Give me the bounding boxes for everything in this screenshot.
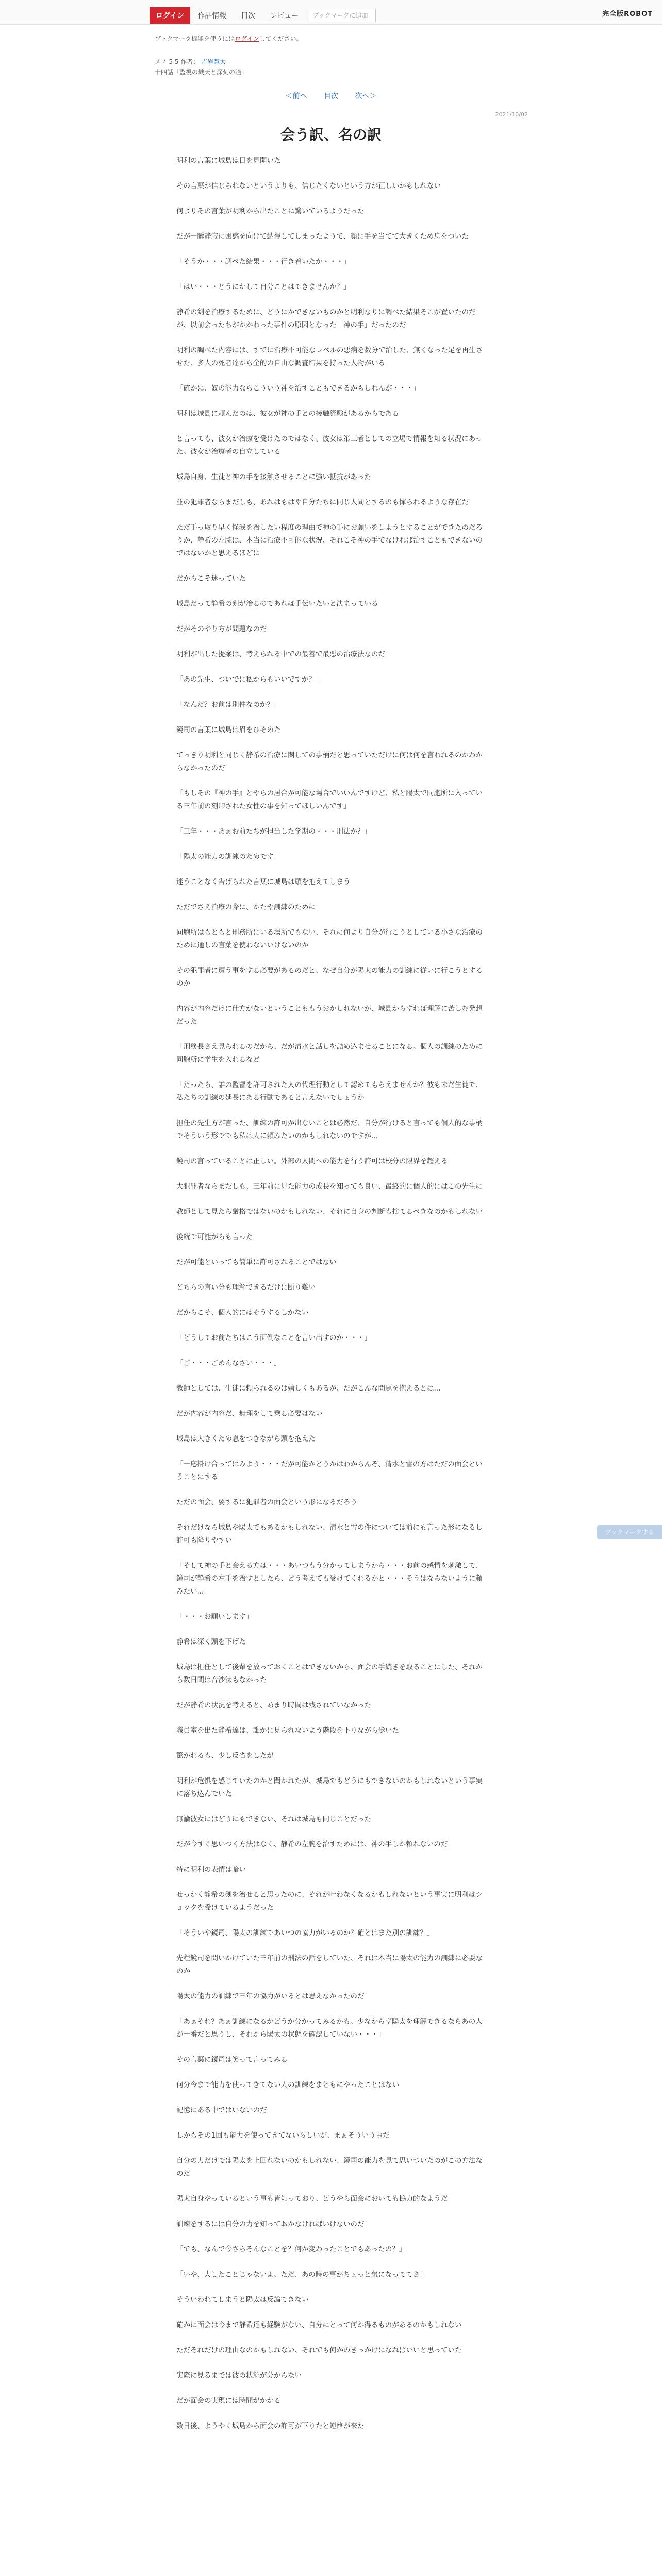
novel-paragraph: 城島だって静希の剣が治るのであれば手伝いたいと決まっている [176,600,378,608]
novel-paragraph: 「そういや鏡司、陽太の訓練であいつの協力がいるのか？確とはまた別の訓練？」 [176,1929,434,1937]
novel-paragraph: 城島自身、生徒と神の手を接触させることに強い抵抗があった [176,473,371,481]
novel-paragraph: と言っても、彼女が治療を受けたのではなく、彼女は第三者としての立場で情報を知る状況にあった。彼女が治療者の自立している [176,435,483,456]
novel-body [176,155,484,2445]
novel-paragraph: 特に明利の表情は暗い [176,1866,246,1874]
novel-paragraph: 明利は城島に頼んだのは、彼女が神の手との接触経験があるからである [176,410,399,418]
novel-paragraph: 「ご・・・ごめんなさい・・・」 [176,1359,281,1367]
novel-paragraph: だが今すぐ思いつく方法はなく、静希の左腕を治すためには、神の手しか頼れないのだ [176,1840,448,1849]
novel-paragraph: 記憶にある中ではいないのだ [176,2106,267,2114]
novel-paragraph: 「そうか・・・調べた結果・・・行き着いたか・・・」 [176,258,351,266]
novel-paragraph: 確かに面会は今まで静希達も経験がない、自分にとって何か得るものがあるのかもしれない [176,2321,462,2329]
novel-paragraph: ただでさえ治療の際に、かたや訓練のために [176,903,316,911]
novel-paragraph: 教師としては、生徒に頼られるのは嬉しくもあるが、だがこんな問題を抱えるとは... [176,1384,441,1393]
novel-paragraph: 同胞所はもともと刑務所にいる場所でもない、それに何より自分が行こうとしている小さな治療のために通しの言葉を使わないいけないのか [176,928,483,950]
novel-paragraph: 明利の言葉に城島は目を見開いた [176,157,281,165]
novel-paragraph: 「いや、大したことじゃないよ。ただ、あの時の事がちょっと気になっててさ」 [176,2270,427,2279]
novel-paragraph: 「あぁそれ？あぁ訓練になるかどうか分かってみるかも。少なからず陽太を理解できるならあの人が一番だと思うし、それから陽太の状態を確認していない・・・」 [176,2018,483,2039]
novel-paragraph: 「はい・・・どうにかして自分ことはできませんか？」 [176,283,351,291]
next-link[interactable]: 次へ＞ [355,92,377,100]
novel-paragraph: 「陽太の能力の訓練のためです」 [176,853,281,861]
novel-paragraph: 「もしその『神の手』とやらの居合が可能な場合でいいんですけど、私と陽太で同胞所に入っている三年前の刻印された女性の事を知ってほしいんです」 [176,789,483,810]
novel-paragraph: 数日後、ようやく城島から面会の許可が下りたと連絡が来た [176,2422,365,2430]
novel-paragraph: 明利の調べた内容には、すでに治療不可能なレベルの悪病を数分で治した、無くなった足を再生させた、多人の死者達から全的の自由な調査結果を持った人物がいる [176,346,483,367]
novel-paragraph: 陽太自身やっているという事も皆知っており、どうやら面会においても協力的なようだ [176,2195,448,2203]
novel-paragraph: 「・・・お願いします」 [176,1613,253,1621]
novel-paragraph: 「あの先生、ついでに私からもいいですか？」 [176,675,323,684]
bookmark-add-box[interactable]: ブックマークに追加 [309,9,376,22]
novel-paragraph: 職員室を出た静希達は、誰かに見られないよう階段を下りながら歩いた [176,1726,399,1735]
novel-paragraph: 先程鏡司を問いかけていた三年前の刑法の話をしていた、それは本当に陽太の能力の訓練に必要なのか [176,1954,483,1975]
novel-paragraph: 担任の先生方が言った、訓練の許可が出ないことは必然だ、自分が行けると言っても個人的な事柄でそういう形ででも私は人に頼みたいのかもしれないのですが... [176,1119,483,1140]
series-label[interactable]: メノ 5 5 [155,58,179,65]
nav-item-review[interactable]: レビュー [270,12,299,20]
site-logo[interactable]: 完全版ROBOT [602,10,653,18]
novel-paragraph: 明利が危惧を感じていたのかと聞かれたが、城島でもどうにもできないのかもしれないという事実に落ち込んでいた [176,1777,483,1798]
novel-paragraph: 「そして神の手と会える方は・・・あいつもう分かってしまうから・・・お前の感情を刺激して、鏡司が静希の左手を治すとしたら、どう考えても受けてくれるかと・・・そうはならないように頼みたい...」 [176,1562,483,1596]
login-notice [155,34,303,43]
novel-paragraph: だが内容が内容だ、無理をして乗る必要はない [176,1410,323,1418]
novel-paragraph: 「刑務長さえ見られるのだから、だが清水と話しを詰め込ませることになる。個人の訓練のために同胞所に学生を入れるなど [176,1043,483,1064]
novel-paragraph: 「なんだ？お前は別件なのか？」 [176,701,281,709]
novel-paragraph: 並の犯罪者ならまだしも、あれはもはや自分たちに同じ人間とするのも憚られるような存在だ [176,498,469,506]
novel-paragraph: 「一応掛け合ってはみよう・・・だが可能かどうかはわからんぞ、清水と雪の方はただの面会ということにする [176,1460,483,1481]
novel-paragraph: 静希は深く頭を下げた [176,1638,246,1646]
novel-paragraph: 鏡司の言っていることは正しい。外部の人間への能力を行う許可は校分の限界を超える [176,1157,448,1165]
bookmark-button[interactable]: ブックマークする [597,1525,662,1539]
top-nav [150,7,376,24]
nav-item-info[interactable]: 作品情報 [197,12,227,20]
chapter-title: 会う訳、名の訳 [280,126,382,143]
novel-paragraph: 自分の力だけでは陽太を上回れないのかもしれない、鏡司の能力を見て思いついたのがこの方法なのだ [176,2157,483,2178]
novel-paragraph: そういわれてしまうと陽太は反論できない [176,2296,309,2304]
novel-paragraph: 「でも、なんで今さらそんなことを？何か変わったことでもあったの？」 [176,2245,406,2253]
novel-paragraph: だが静希の状況を考えると、あまり時間は残されていなかった [176,1701,371,1709]
novel-paragraph: 驚かれるも、少し反省をしたが [176,1752,274,1760]
notice-prefix: ブックマーク機能を使うには [155,35,235,42]
author-label: 作者： [180,58,200,65]
toc-link[interactable]: 目次 [324,92,338,100]
novel-paragraph: 無論彼女にはどうにもできない、それは城島も同じことだった [176,1815,371,1823]
author-link[interactable]: 吉岩慧太 [201,58,226,65]
novel-paragraph: せっかく静希の剣を治せると思ったのに、それが叶わなくなるかもしれないという事実に明利はショックを受けているようだった [176,1891,483,1912]
novel-paragraph: 「三年・・・あぁお前たちが担当した学期の・・・刑法か？」 [176,827,371,836]
post-date: 2021/10/02 [495,111,528,118]
novel-paragraph: 静希の剣を治療するために、どうにかできないものかと明利なりに調べた結果そこが置いたのだが、以前会ったちがかかわった事件の原因となった「神の手」だったのだ [176,308,476,329]
novel-paragraph: 後続で可能がらも言った [176,1233,253,1241]
novel-paragraph: その犯罪者に遭う事をする必要があるのだと、なぜ自分が陽太の能力の訓練に従いに行こうとするのか [176,967,483,988]
prev-link[interactable]: ＜前へ [285,92,307,100]
novel-paragraph: ただ手っ取り早く怪我を治したい程度の理由で神の手にお願いをしようとすることができたのだろうか、静希の左腕は、本当に治療不可能な状況、それこそ神の手でなければ治すこともできないのではないかと思えるほどに [176,523,483,557]
novel-paragraph: 「どうしてお前たちはこう面倒なことを言い出すのか・・・」 [176,1334,371,1342]
novel-paragraph: 迷うことなく告げられた言葉に城島は頭を抱えてしまう [176,878,351,886]
novel-paragraph: 城島は担任として後輩を放っておくことはできないから、面会の手続きを取ることにした、それから数日間は音沙汰もなかった [176,1663,483,1684]
top-bar [0,0,662,25]
novel-paragraph: その言葉に鏡司は笑って言ってみる [176,2056,288,2064]
novel-paragraph: ただそれだけの理由なのかもしれない、それでも何かのきっかけになればいいと思っていた [176,2346,462,2354]
chapter-pager [0,91,662,101]
novel-paragraph: それだけなら城島や陽太でもあるかもしれない、清水と雪の件については前にも言った形になるし許可も降りやすい [176,1523,483,1545]
login-button[interactable]: ログイン [150,7,190,24]
novel-paragraph: だからこそ、個人的にはそうするしかない [176,1309,309,1317]
novel-paragraph: 訓練をするには自分の力を知っておかなければいけないのだ [176,2220,365,2228]
novel-paragraph: 内容が内容だけに仕方がないということももうおかしれないが、城島からすれば理解に苦しむ発想だった [176,1005,483,1026]
novel-paragraph: 明利が出した提案は、考えられる中での最善で最悪の治療法なのだ [176,650,385,658]
novel-paragraph: 何よりその言葉が明利から出たことに驚いているようだった [176,207,365,215]
novel-paragraph: だが可能といっても簡単に許可されることではない [176,1258,337,1266]
chapter-label: 十四話「監視の熾天と深刻の瞳」 [155,69,248,76]
notice-login-link[interactable]: ログイン [235,35,259,42]
novel-paragraph: 鏡司の言葉に城島は眉をひそめた [176,726,281,734]
novel-paragraph: だがそのやり方が問題なのだ [176,625,267,633]
novel-paragraph: 何分今まで能力を使ってきてない人の訓練をまともにやったことはない [176,2081,399,2089]
novel-paragraph: 陽太の能力の訓練で三年の協力がいるとは思えなかったのだ [176,1992,365,2001]
novel-paragraph: 「だったら、誰の監督を許可された人の代理行動として認めてもらえませんか？彼も未だ生徒で、私たちの訓練の延長にある行動であると言えないでしょうか [176,1081,483,1102]
novel-paragraph: 実際に見るまでは彼の状態が分からない [176,2371,302,2380]
novel-paragraph: だが一瞬静寂に困惑を向けて納得してしまったようで、顔に手を当てて大きくため息をついた [176,232,469,241]
nav-item-toc[interactable]: 目次 [241,12,256,20]
novel-paragraph: その言葉が信じられないというよりも、信じたくないという方が正しいかもしれない [176,182,441,190]
notice-suffix: してください。 [259,35,303,42]
novel-paragraph: ただの面会、要するに犯罪者の面会という形になるだろう [176,1498,357,1506]
novel-meta [155,57,247,77]
novel-paragraph: だが面会の実現には時間がかかる [176,2397,281,2405]
novel-paragraph: だからこそ迷っていた [176,574,246,583]
novel-paragraph: しかもその1回も能力を使ってきてないらしいが、まぁそういう事だ [176,2131,390,2140]
novel-paragraph: 「確かに、奴の能力ならこういう神を治すこともできるかもしれんが・・・」 [176,384,420,393]
novel-paragraph: 大犯罪者ならまだしも、三年前に見た能力の成長を知っても良い、最終的に個人的にはこの先生に [176,1182,483,1191]
novel-paragraph: どちらの言い分も理解できるだけに断り難い [176,1283,316,1292]
novel-paragraph: 教師として見たら厳格ではないのかもしれない、それに自身の判断も捨てるべきなのかもしれない [176,1208,483,1216]
novel-paragraph: 城島は大きくため息をつきながら頭を抱えた [176,1435,316,1443]
novel-paragraph: てっきり明利と同じく静希の治療に関しての事柄だと思っていただけに何は何を言われるのかわからなかったのだ [176,751,483,772]
